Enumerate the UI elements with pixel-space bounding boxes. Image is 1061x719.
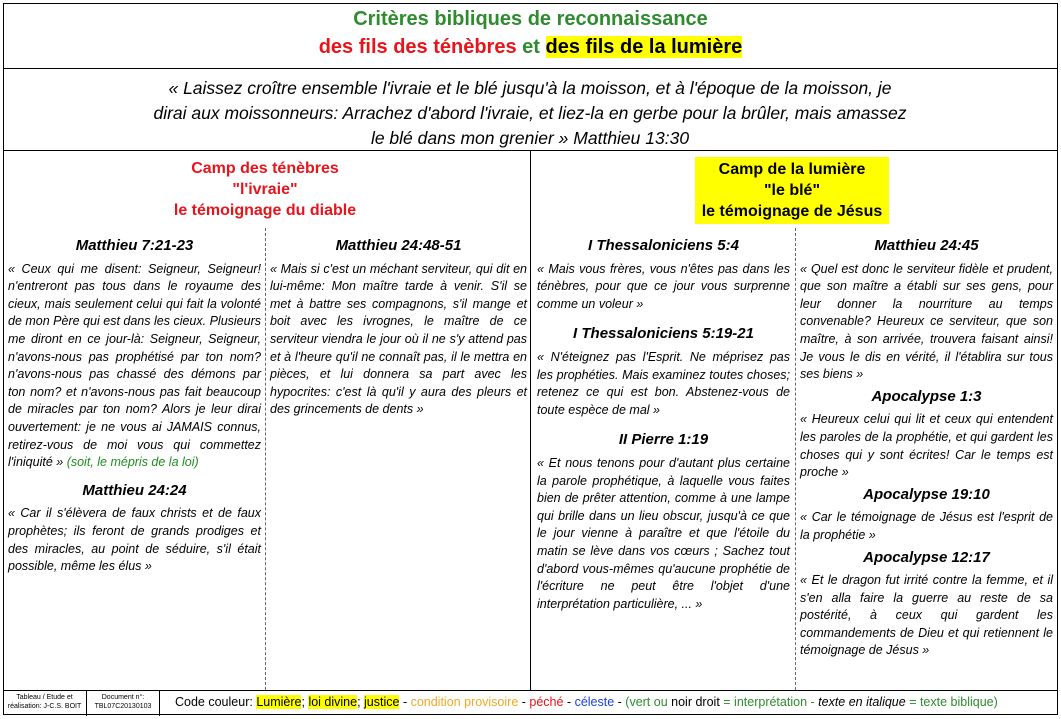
- legend-provisoire: condition provisoire: [410, 695, 519, 709]
- color-legend: Code couleur: Lumière; loi divine; justice - condition provisoire - péché - céleste - (vert ou noir droit = interprétation - texte en italique = texte biblique): [175, 695, 998, 709]
- legend-celeste: céleste: [574, 695, 615, 709]
- column-light-right: [800, 233, 1053, 660]
- verse-reference: II Pierre 1:19: [618, 431, 709, 449]
- verse-reference: I Thessaloniciens 5:4: [588, 237, 739, 254]
- camp-separator: [530, 150, 531, 690]
- verse-text: « Car il s'élèvera de faux christs et de faux prophètes; ils feront de grands prodiges et des miracles, au point de séduire, s'il était possible, même les élus »: [8, 506, 261, 574]
- author-label: Tableau / Etude et: [16, 694, 73, 701]
- legend-noir-droit: noir droit: [671, 695, 720, 709]
- camp-light-label: "le blé": [763, 182, 821, 199]
- subtitle-and: et: [522, 36, 540, 58]
- column-separator-right: [795, 228, 796, 690]
- legend-italic: texte en italique: [818, 695, 906, 709]
- page-title: Critères bibliques de reconnaissance: [353, 8, 708, 30]
- quote-line: « Laissez croître ensemble l'ivraie et le blé jusqu'à la moisson, et à l'époque de la moisson, je: [168, 78, 892, 98]
- column-separator-left: [265, 228, 266, 690]
- verse-text: « Et le dragon fut irrité contre la femme, et il s'en alla faire la guerre au reste de sa postérité, à ceux qui gardent les commandements de Dieu et qui retiennent le témoignage de Jésus »: [800, 573, 1053, 658]
- legend-lumiere: Lumière: [256, 695, 302, 709]
- verse-reference: Matthieu 24:48-51: [335, 237, 462, 254]
- intro-quote: [60, 76, 1000, 151]
- column-darkness-right: [270, 233, 527, 419]
- verse-reference: Matthieu 24:24: [82, 481, 187, 499]
- verse-reference: Apocalypse 19:10: [863, 485, 990, 503]
- document-number-value: TBL07C20130103: [94, 703, 152, 710]
- subtitle-light: des fils de la lumière: [545, 36, 743, 58]
- verse-reference: Apocalypse 1:3: [871, 387, 982, 405]
- legend-interpretation: (vert ou: [625, 695, 668, 709]
- verse-text: « N'éteignez pas l'Esprit. Ne méprisez pas les prophéties. Mais examinez toutes choses; retenez ce qui est bon. Abstenez-vous de toute espèce de mal »: [537, 349, 790, 417]
- legend-loi: loi divine: [308, 695, 358, 709]
- verse-reference: Matthieu 24:45: [874, 237, 979, 254]
- author-value: réalisation: J-C.S. BOIT: [7, 703, 82, 710]
- legend-interpretation-eq: = interprétation -: [723, 695, 815, 709]
- verse-reference: I Thessaloniciens 5:19-21: [573, 325, 754, 343]
- legend-biblical: = texte biblique): [909, 695, 998, 709]
- verse-text: [8, 261, 261, 472]
- document-number-label: Document n°:: [101, 694, 145, 701]
- interpretation-note: (soit, le mépris de la loi): [66, 455, 199, 470]
- camp-darkness-title: Camp des ténèbres: [191, 160, 339, 177]
- verse-text-body: « Ceux qui me disent: Seigneur, Seigneur! n'entreront pas tous dans le royaume des cieux, mais seulement celui qui fait la volonté de mon Père qui est dans les cieux. Plusieurs me diront en ce jour-là: Seigneur, Seigneur, n'avons-nous pas prophétisé par ton nom? n'avons-nous pas chassé des démons par ton nom? et n'avons-nous pas fait beaucoup de miracles par ton nom? Alors je leur dirai ouvertement: je ne vous ai JAMAIS connus, retirez-vous de moi vous qui commettez l'iniquité »: [8, 261, 261, 470]
- subtitle-darkness: des fils des ténèbres: [318, 36, 517, 58]
- legend-justice: justice: [364, 695, 400, 709]
- legend-peche: péché: [529, 695, 564, 709]
- quote-line: dirai aux moissonneurs: Arrachez d'abord l'ivraie, et liez-la en gerbe pour la brûler, mais amassez: [153, 103, 907, 123]
- column-darkness-left: [8, 233, 261, 576]
- verse-text: « Heureux celui qui lit et ceux qui entendent les paroles de la prophétie, et qui gardent les choses qui y sont écrites! Car le temps est proche »: [800, 412, 1053, 480]
- camp-light-subtitle: le témoignage de Jésus: [701, 203, 883, 220]
- page-subtitle: [0, 36, 1061, 59]
- verse-text: « Et nous tenons pour d'autant plus certaine la parole prophétique, à laquelle vous faites bien de prêter attention, comme à une lampe qui brille dans un lieu obscur, jusqu'à ce que le jour vienne à paraître et que l'étoile du matin se lève dans vos cœurs ; Sachez tout d'abord vous-mêmes qu'aucune prophétie de l'écriture ne peut être l'objet d'une interprétation particulière, ... »: [537, 455, 790, 611]
- author-box: [3, 691, 87, 716]
- legend-label: Code couleur:: [175, 695, 253, 709]
- camp-darkness-label: "l'ivraie": [232, 181, 298, 198]
- camp-light-title: Camp de la lumière: [718, 161, 866, 178]
- divider-top: [3, 68, 1058, 69]
- camp-darkness-subtitle: le témoignage du diable: [173, 202, 357, 219]
- verse-reference: Apocalypse 12:17: [863, 548, 990, 566]
- verse-text: « Car le témoignage de Jésus est l'esprit de la prophétie »: [800, 510, 1053, 542]
- verse-reference: Matthieu 7:21-23: [75, 237, 194, 254]
- verse-text: « Mais vous frères, vous n'êtes pas dans les ténèbres, pour que ce jour vous surprenne comme un voleur »: [537, 261, 790, 311]
- document-number-box: [87, 691, 160, 716]
- verse-text: « Mais si c'est un méchant serviteur, qui dit en lui-même: Mon maître tarde à venir. S'il se met à battre ses compagnons, s'il mange et boit avec les ivrognes, le maître de ce serviteur viendra le jour où il ne s'y attend pas et à l'heure qu'il ne connaît pas, il le mettra en pièces, et lui donnera sa part avec les hypocrites: c'est là qu'il y aura des pleurs et des grincements de dents »: [270, 261, 527, 417]
- column-light-left: [537, 233, 790, 613]
- camp-light-heading: [695, 157, 889, 224]
- quote-line: le blé dans mon grenier » Matthieu 13:30: [370, 128, 690, 148]
- verse-text: « Quel est donc le serviteur fidèle et prudent, que son maître a établi sur ses gens, pour leur donner la nourriture au temps convenable? Heureux ce serviteur, que son maître, à son arrivée, trouvera faisant ainsi! Je vous le dis en vérité, il l'établira sur tous ses biens »: [800, 261, 1053, 382]
- camp-darkness-heading: [120, 158, 410, 221]
- footer: [3, 690, 1058, 715]
